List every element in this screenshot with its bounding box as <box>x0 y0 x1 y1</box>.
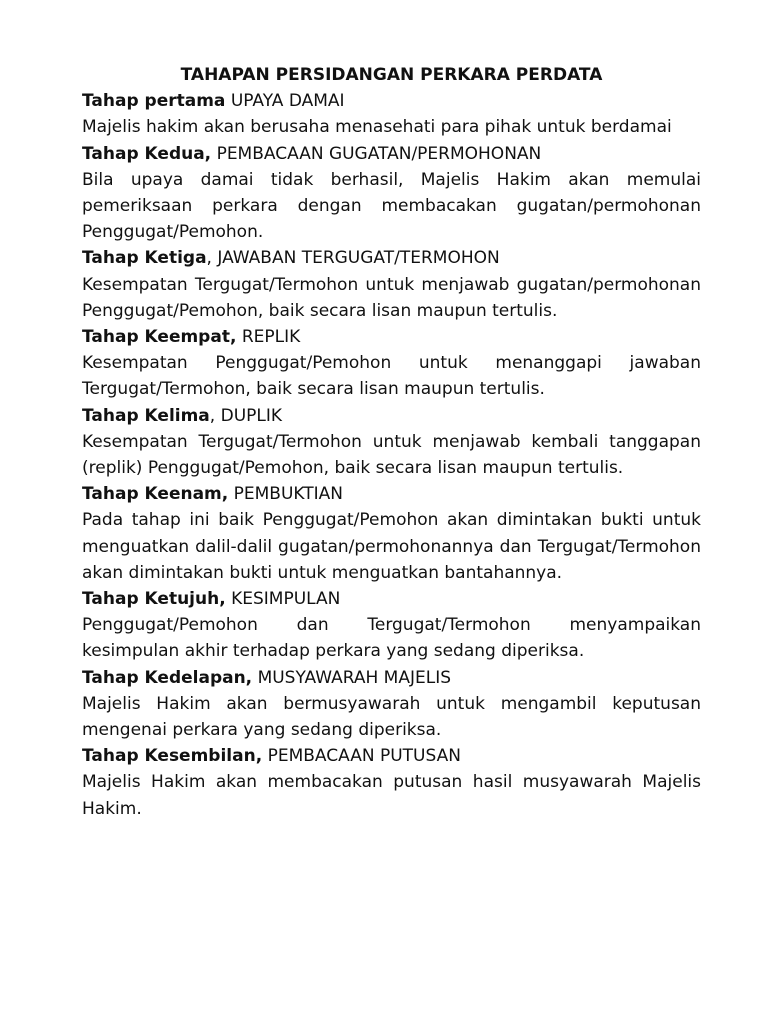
stage-heading <box>82 743 701 769</box>
stage-name: UPAYA DAMAI <box>230 91 345 112</box>
stage-heading <box>82 403 701 429</box>
stage-heading <box>82 665 701 691</box>
stage-separator: , <box>209 405 221 426</box>
stage-label: Tahap Kedua, <box>82 143 212 164</box>
stage-name: JAWABAN TERGUGAT/TERMOHON <box>217 248 500 269</box>
stage-description: Penggugat/Pemohon dan Tergugat/Termohon menyampaikan kesimpulan akhir terhadap perkara yang sedang diperiksa. <box>82 615 701 662</box>
stage-description: Kesempatan Penggugat/Pemohon untuk menanggapi jawaban Tergugat/Termohon, baik secara lisan maupun tertulis. <box>82 353 701 400</box>
stage-description: Pada tahap ini baik Penggugat/Pemohon akan dimintakan bukti untuk menguatkan dalil-dalil gugatan/permohonannya dan Tergugat/Termohon akan dimintakan bukti untuk menguatkan bantahannya. <box>82 510 701 583</box>
document-page <box>82 62 701 822</box>
stage-7 <box>82 586 701 665</box>
stage-name: PEMBACAAN GUGATAN/PERMOHONAN <box>216 143 542 164</box>
stage-name: MUSYAWARAH MAJELIS <box>257 667 452 688</box>
stage-label: Tahap Kedelapan, <box>82 667 253 688</box>
stage-name: REPLIK <box>241 327 301 348</box>
stage-description: Kesempatan Tergugat/Termohon untuk menjawab gugatan/permohonan Penggugat/Pemohon, baik secara lisan maupun tertulis. <box>82 274 701 321</box>
stage-label: Tahap Kelima <box>82 405 210 426</box>
stage-8 <box>82 665 701 744</box>
stage-label: Tahap Ketiga <box>82 248 207 269</box>
stage-label: Tahap pertama <box>82 91 226 112</box>
stage-heading <box>82 586 701 612</box>
stage-1 <box>82 88 701 140</box>
stage-label: Tahap Keempat, <box>82 327 237 348</box>
stage-label: Tahap Keenam, <box>82 484 229 505</box>
stage-5 <box>82 403 701 482</box>
stage-heading <box>82 141 701 167</box>
stage-9 <box>82 743 701 822</box>
stage-name: KESIMPULAN <box>231 589 341 610</box>
stage-name: PEMBACAAN PUTUSAN <box>267 746 461 767</box>
stage-separator: , <box>206 248 218 269</box>
stage-description: Majelis hakim akan berusaha menasehati para pihak untuk berdamai <box>82 117 672 138</box>
stage-heading <box>82 324 701 350</box>
stage-description: Majelis Hakim akan bermusyawarah untuk mengambil keputusan mengenai perkara yang sedang diperiksa. <box>82 693 701 741</box>
stage-description: Majelis Hakim akan membacakan putusan hasil musyawarah Majelis Hakim. <box>82 772 701 819</box>
stage-name: PEMBUKTIAN <box>233 484 343 505</box>
stage-6 <box>82 481 701 586</box>
document-title: TAHAPAN PERSIDANGAN PERKARA PERDATA <box>180 65 603 85</box>
stage-2 <box>82 141 701 246</box>
stage-heading <box>82 245 701 271</box>
stage-name: DUPLIK <box>220 405 283 426</box>
stage-heading <box>82 88 701 114</box>
stage-description: Bila upaya damai tidak berhasil, Majelis Hakim akan memulai pemeriksaan perkara dengan membacakan gugatan/permohonan Penggugat/Pemohon. <box>82 169 701 243</box>
stage-label: Tahap Ketujuh, <box>82 589 226 610</box>
stage-3 <box>82 245 701 324</box>
stage-description: Kesempatan Tergugat/Termohon untuk menjawab kembali tanggapan (replik) Penggugat/Pemohon, baik secara lisan maupun tertulis. <box>82 431 701 479</box>
stage-heading <box>82 481 701 507</box>
stage-label: Tahap Kesembilan, <box>82 746 263 767</box>
stage-4 <box>82 324 701 403</box>
